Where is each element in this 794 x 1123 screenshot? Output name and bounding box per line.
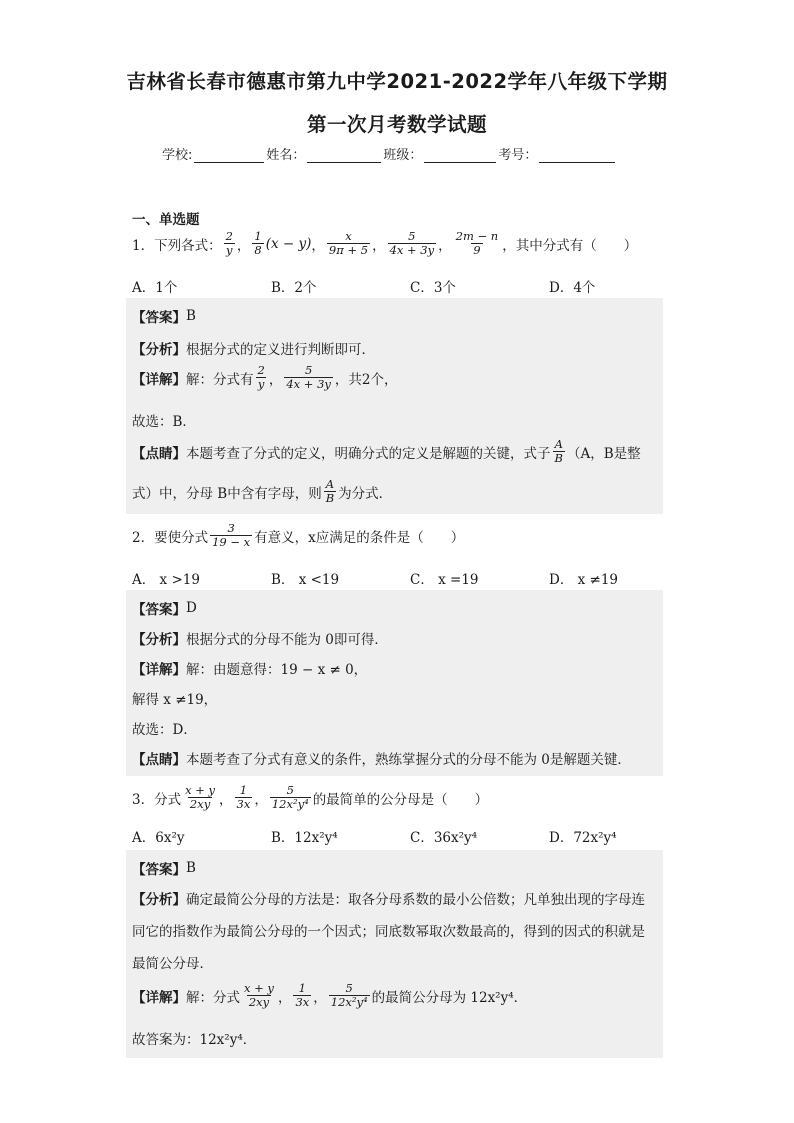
q2-choose: 故选：D． <box>132 722 197 738</box>
q2-answer: 【答案】 D <box>132 600 197 618</box>
q1-analysis: 【分析】 根据分式的定义进行判断即可． <box>132 342 375 358</box>
question-2: 2．要使分式 $\frac{3}{19 - x}$ 有意义，x应满足的条件是（ ） <box>132 521 465 550</box>
title-line-2: 第一次月考数学试题 <box>306 113 487 136</box>
q2-frac: $\frac{3}{19 - x}$ <box>212 521 251 550</box>
q2-option-c: C． x =19 <box>410 572 479 588</box>
q3-final: 故答案为：12x²y⁴． <box>132 1032 257 1048</box>
q1-prefix: 1．下列各式： <box>132 237 222 254</box>
q3-option-a: A．6x²y <box>132 830 185 846</box>
exam-no-label: 考号： <box>498 148 538 163</box>
q3-detail-frac-2: $\frac{1}{3x}$ <box>295 981 310 1010</box>
class-blank <box>424 148 496 163</box>
question-1: 1．下列各式： $\frac{2}{y}$ ， $\frac{1}{8}$ (x − y) ， $\frac{x}{9\pi + 5}$ ， $\frac{5}{4x + 3y}$ ， $\frac{2m - n}{9}$ ，其中分式有（ ） <box>132 229 638 258</box>
q2-option-d: D． x ≠19 <box>549 572 619 588</box>
q1-comment-frac: $\frac{A}{B}$ <box>554 437 563 466</box>
q3-option-c: C．36x²y⁴ <box>410 830 478 846</box>
question-3: 3．分式 $\frac{x + y}{2xy}$ ， $\frac{1}{3x}$ ， $\frac{5}{\text{12x²y⁴}}$ 的最简单的公分母是（ ） <box>132 783 489 812</box>
q2-analysis: 【分析】 根据分式的分母不能为 0即可得． <box>132 632 388 648</box>
q1-frac-4: $\frac{5}{4x + 3y}$ <box>389 229 435 258</box>
class-label: 班级： <box>383 148 423 163</box>
q1-comment-frac-2: $\frac{A}{B}$ <box>325 477 335 506</box>
q1-answer-box <box>126 298 663 514</box>
q3-answer-box <box>126 850 663 1058</box>
q1-suffix: ，其中分式有（ ） <box>502 237 638 254</box>
q2-solve: 解得 x ≠19， <box>132 692 218 708</box>
section-title: 一、单选题 <box>132 212 200 228</box>
school-blank <box>194 148 264 163</box>
q1-option-d: D．4个 <box>549 280 596 296</box>
q1-option-c: C．3个 <box>410 280 456 296</box>
q1-detail-frac-2: $\frac{5}{4x + 3y}$ <box>286 363 331 392</box>
q1-answer: 【答案】 B <box>132 308 196 326</box>
q3-answer: 【答案】 B <box>132 860 196 878</box>
q3-frac-2: $\frac{1}{3x}$ <box>236 783 251 812</box>
name-label: 姓名： <box>266 148 306 163</box>
q2-detail: 【详解】 解：由题意得：19 − x ≠ 0， <box>132 662 368 678</box>
exam-no-blank <box>539 148 615 163</box>
q3-analysis-1: 【分析】 确定最简公分母的方法是：取各分母系数的最小公倍数；凡单独出现的字母连 <box>132 892 645 908</box>
q3-detail-frac-1: $\frac{x + y}{2xy}$ <box>244 981 274 1010</box>
name-blank <box>307 148 381 163</box>
q1-choose: 故选：B． <box>132 414 196 430</box>
q3-frac-1: $\frac{x + y}{2xy}$ <box>185 783 216 812</box>
q3-detail: 【详解】 解：分式 $\frac{x + y}{2xy}$ ， $\frac{1}{3x}$ ， $\frac{5}{\text{12x²y⁴}}$ 的最简公分母为 12x²y⁴． <box>132 981 528 1010</box>
school-label: 学校: <box>162 148 193 163</box>
q2-option-a: A． x >19 <box>132 572 200 588</box>
q3-option-d: D．72x²y⁴ <box>549 830 617 846</box>
q2-option-b: B． x <19 <box>271 572 340 588</box>
q1-comment-cont: 式）中，分母 B中含有字母，则 $\frac{A}{B}$ 为分式． <box>132 477 393 506</box>
q2-answer-box <box>126 590 663 776</box>
q1-frac-1: $\frac{2}{y}$ <box>225 229 233 258</box>
q1-comment: 【点睛】 本题考查了分式的定义，明确分式的定义是解题的关键，式子 $\frac{A}{B}$ （A，B是整 <box>132 437 641 466</box>
student-info-fields <box>162 144 617 163</box>
q3-detail-frac-3: $\frac{5}{\text{12x²y⁴}}$ <box>330 981 368 1010</box>
q1-frac-3: $\frac{x}{9\pi + 5}$ <box>328 229 369 258</box>
q1-option-b: B．2个 <box>271 280 317 296</box>
q3-analysis-2: 同它的指数作为最简公分母的一个因式；同底数幂取次数最高的，得到的因式的积就是 <box>132 924 645 940</box>
q1-detail-frac-1: $\frac{2}{y}$ <box>257 363 265 392</box>
title-line-1: 吉林省长春市德惠市第九中学2021-2022学年八年级下学期 <box>126 70 668 93</box>
q3-analysis-3: 最简公分母． <box>132 956 213 972</box>
q1-frac-5: $\frac{2m - n}{9}$ <box>455 229 499 258</box>
q1-frac-2: $\frac{1}{8}$ <box>254 229 262 258</box>
q3-frac-3: $\frac{5}{\text{12x²y⁴}}$ <box>271 783 309 812</box>
q3-option-b: B．12x²y⁴ <box>271 830 338 846</box>
q1-detail: 【详解】 解：分式有 $\frac{2}{y}$ ， $\frac{5}{4x + 3y}$ ，共2个， <box>132 363 398 392</box>
q2-comment: 【点睛】 本题考查了分式有意义的条件，熟练掌握分式的分母不能为 0是解题关键． <box>132 752 631 768</box>
q1-option-a: A．1个 <box>132 280 178 296</box>
